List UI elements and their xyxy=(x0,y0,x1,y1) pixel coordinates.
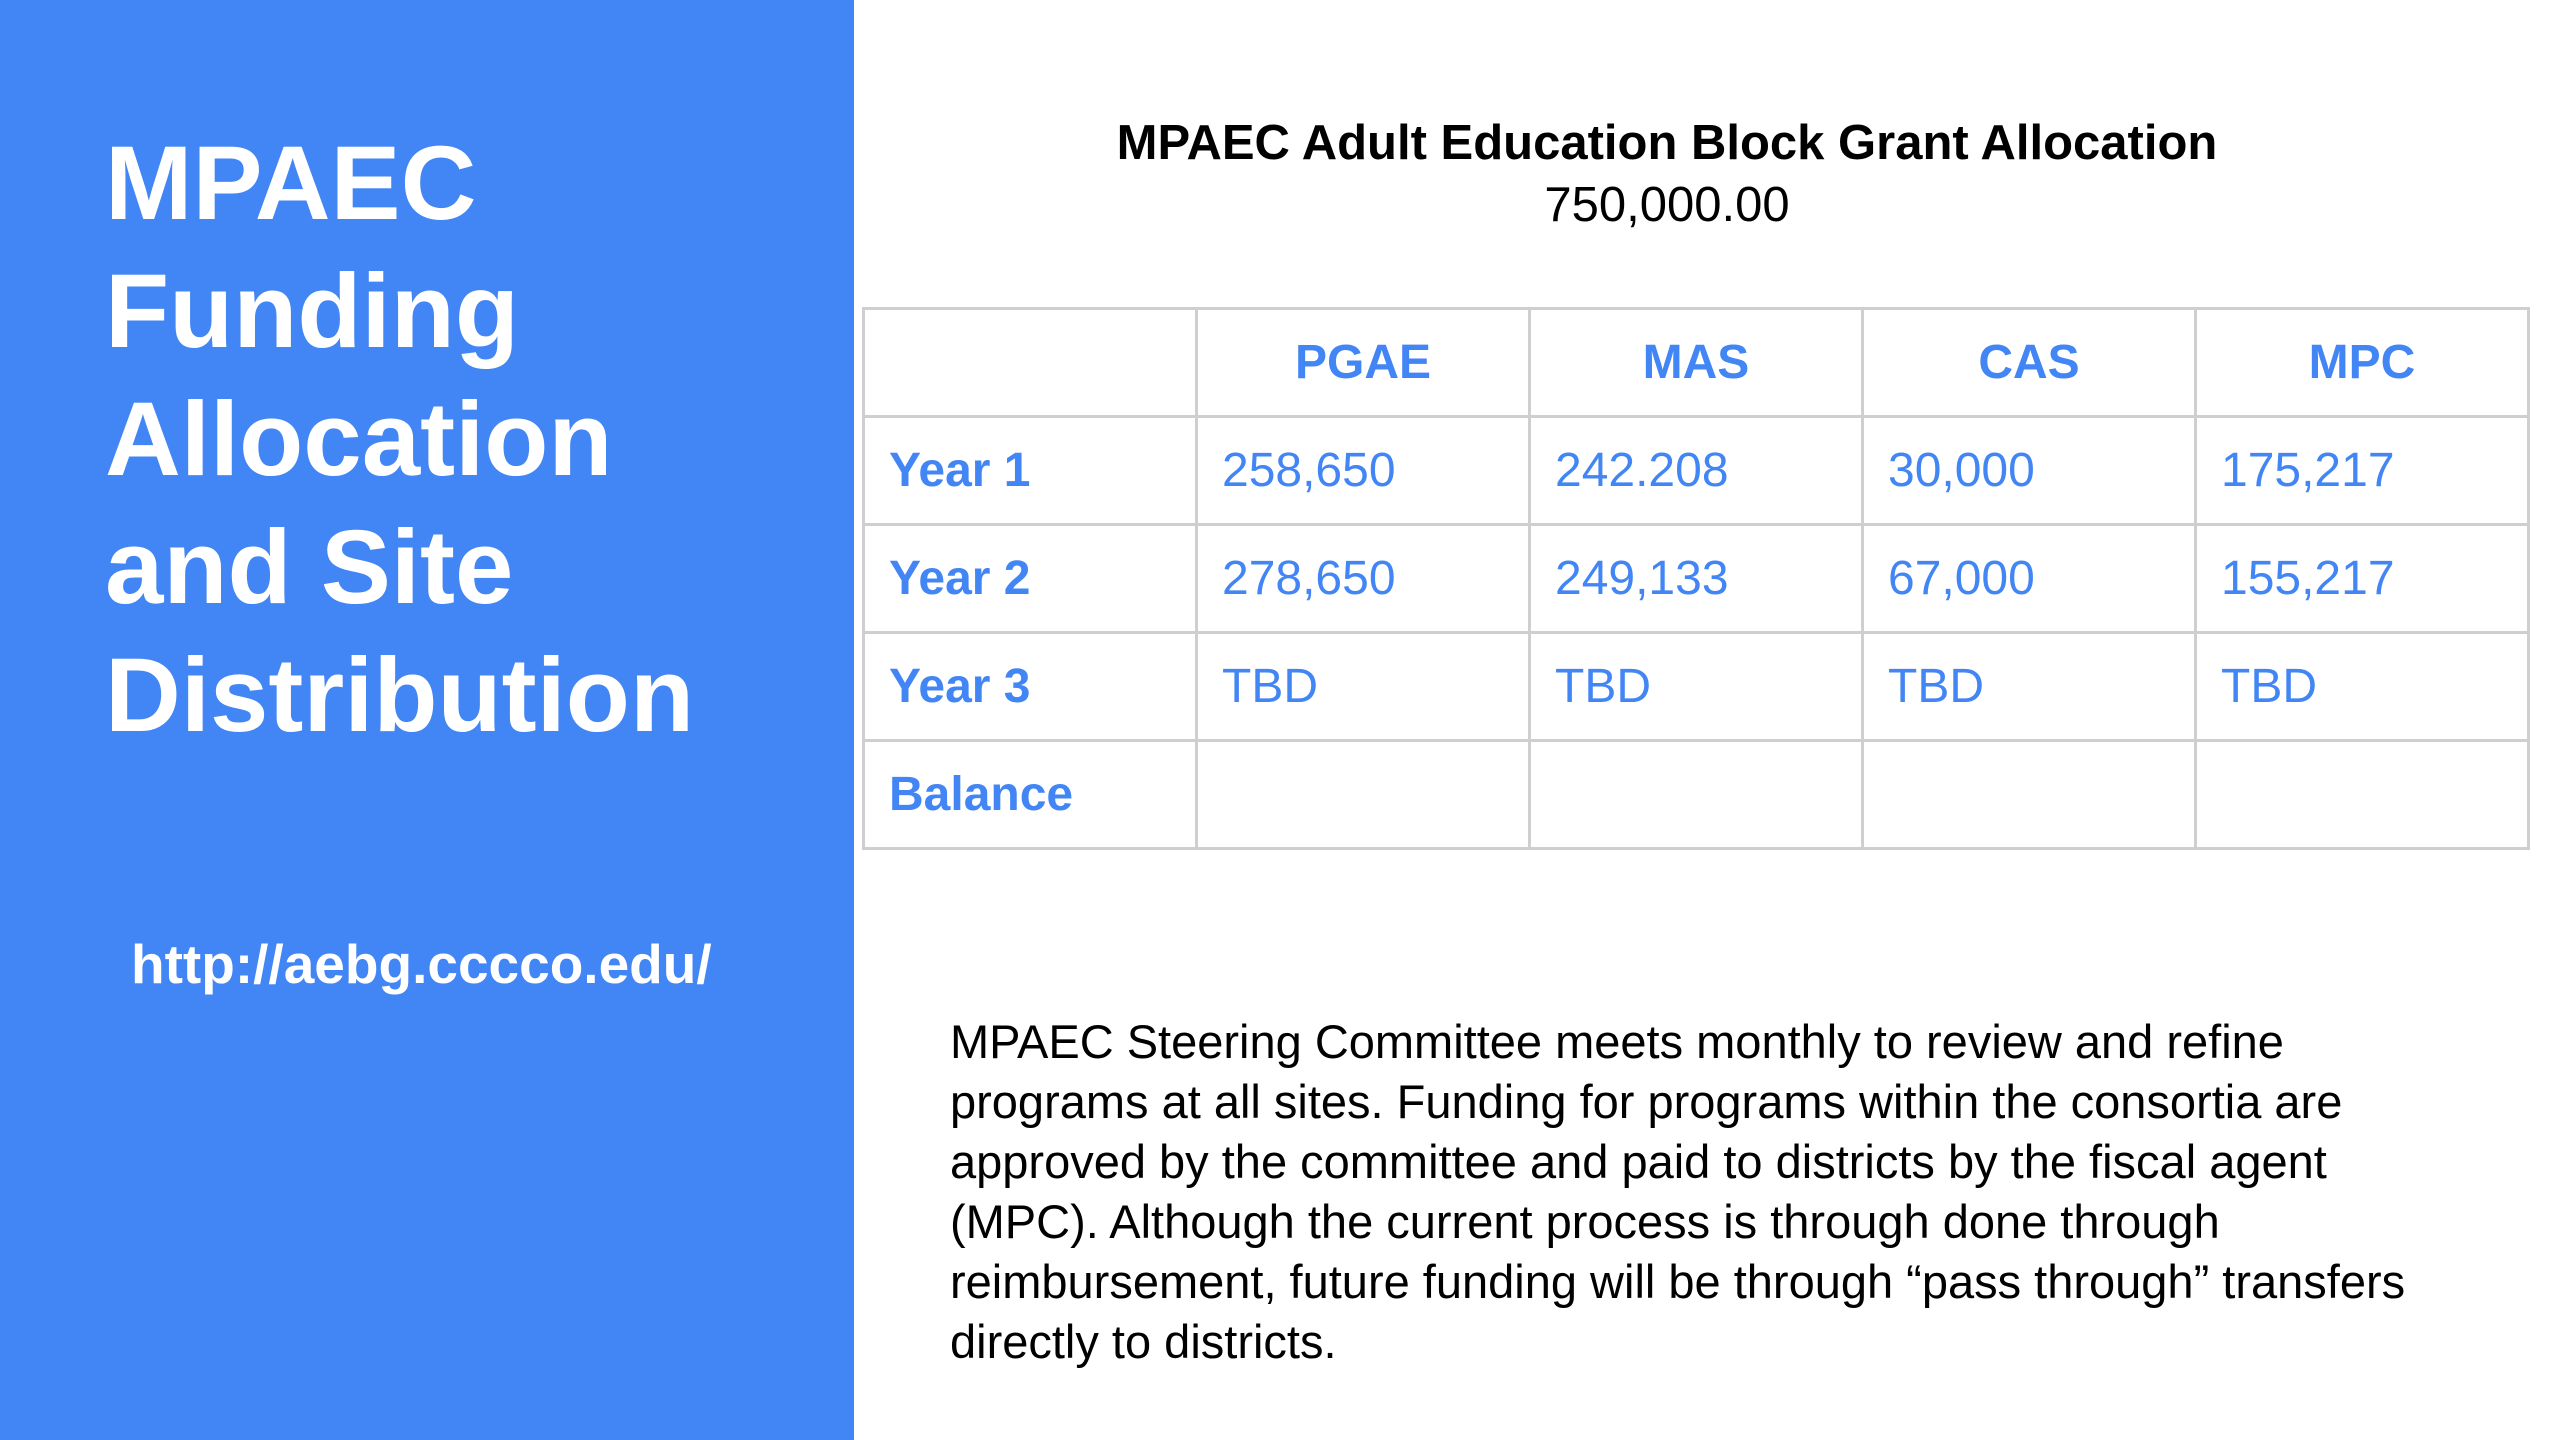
table-cell: 175,217 xyxy=(2196,417,2529,525)
table-cell: 278,650 xyxy=(1197,525,1530,633)
source-link[interactable]: http://aebg.cccco.edu/ xyxy=(131,933,712,995)
table-cell: 249,133 xyxy=(1530,525,1863,633)
title-line: Allocation xyxy=(105,381,613,498)
table-cell: 67,000 xyxy=(1863,525,2196,633)
table-header-row xyxy=(864,309,2529,417)
note-line: reimbursement, future funding will be through “pass through” transfers xyxy=(950,1255,2406,1308)
column-header-pgae: PGAE xyxy=(1197,309,1530,417)
row-label-balance: Balance xyxy=(864,741,1197,849)
row-label-year-2: Year 2 xyxy=(864,525,1197,633)
row-label-year-3: Year 3 xyxy=(864,633,1197,741)
note-line: MPAEC Steering Committee meets monthly to review and refine xyxy=(950,1015,2284,1068)
table-cell: TBD xyxy=(1197,633,1530,741)
title-line: Funding xyxy=(105,253,520,370)
grant-amount: 750,000.00 xyxy=(1544,178,1790,232)
table-row xyxy=(864,525,2529,633)
table-cell: 155,217 xyxy=(2196,525,2529,633)
allocation-table xyxy=(862,307,2530,850)
note-line: programs at all sites. Funding for programs within the consortia are xyxy=(950,1075,2343,1128)
title-panel xyxy=(0,0,854,1440)
table-cell xyxy=(2196,741,2529,849)
steering-committee-note xyxy=(950,1012,2510,1372)
table-cell xyxy=(1197,741,1530,849)
note-line: (MPC). Although the current process is through done through xyxy=(950,1195,2220,1248)
grant-title: MPAEC Adult Education Block Grant Allocation xyxy=(1116,116,2218,170)
title-line: MPAEC xyxy=(105,125,477,242)
table-cell: TBD xyxy=(2196,633,2529,741)
column-header-cas: CAS xyxy=(1863,309,2196,417)
row-label-year-1: Year 1 xyxy=(864,417,1197,525)
title-line: and Site xyxy=(105,509,514,626)
table-cell: 258,650 xyxy=(1197,417,1530,525)
table-cell xyxy=(1863,741,2196,849)
title-line: Distribution xyxy=(105,637,695,754)
note-line: directly to districts. xyxy=(950,1315,1337,1368)
column-header-mas: MAS xyxy=(1530,309,1863,417)
table-cell: TBD xyxy=(1530,633,1863,741)
table-row xyxy=(864,741,2529,849)
table-cell: 30,000 xyxy=(1863,417,2196,525)
table-corner-cell xyxy=(864,309,1197,417)
column-header-mpc: MPC xyxy=(2196,309,2529,417)
table-row xyxy=(864,633,2529,741)
table-cell: 242.208 xyxy=(1530,417,1863,525)
grant-heading xyxy=(862,112,2472,236)
slide-title xyxy=(105,120,825,760)
table-row xyxy=(864,417,2529,525)
note-line: approved by the committee and paid to districts by the fiscal agent xyxy=(950,1135,2327,1188)
table-cell xyxy=(1530,741,1863,849)
table-cell: TBD xyxy=(1863,633,2196,741)
